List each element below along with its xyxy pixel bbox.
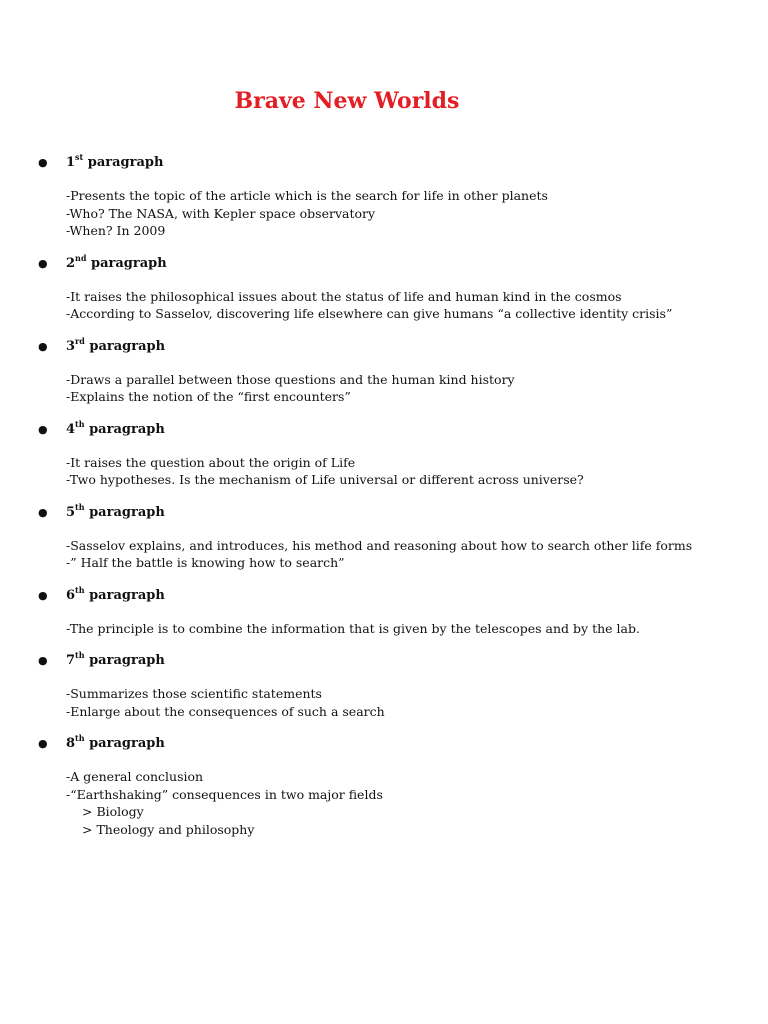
section-lines: [0, 620, 768, 638]
section-label: paragraph: [84, 504, 165, 520]
bullet-icon: ●: [38, 505, 48, 519]
bullet-icon: ●: [38, 588, 48, 602]
section-lines: [0, 187, 768, 240]
section-heading-row: [0, 585, 768, 607]
ordinal-suffix: th: [75, 418, 85, 429]
paragraph-section: [0, 502, 768, 572]
summary-line: -Two hypotheses. Is the mechanism of Life universal or different across universe?: [66, 472, 584, 487]
section-lines: [0, 371, 768, 406]
section-number: 5: [66, 504, 76, 520]
ordinal-suffix: nd: [75, 252, 87, 263]
section-heading: [66, 253, 167, 275]
bullet-icon: ●: [38, 737, 48, 750]
section-heading-row: [0, 152, 768, 174]
paragraph-section: [0, 419, 768, 489]
paragraph-summary-list: [0, 152, 768, 851]
section-heading: [66, 152, 163, 174]
section-label: paragraph: [84, 587, 165, 603]
summary-line: -Sasselov explains, and introduces, his method and reasoning about how to search other life forms: [66, 537, 693, 553]
section-number: 3: [66, 338, 76, 354]
section-label: paragraph: [84, 421, 165, 437]
section-number: 2: [66, 255, 76, 271]
section-lines: [0, 768, 768, 838]
summary-line: -Who? The NASA, with Kepler space observatory: [66, 205, 376, 221]
section-number: 6: [66, 587, 76, 603]
ordinal-suffix: th: [75, 584, 85, 595]
section-label: paragraph: [84, 338, 166, 354]
section-lines: [0, 454, 768, 489]
section-heading: [66, 336, 165, 358]
ordinal-suffix: th: [75, 650, 85, 660]
paragraph-section: [0, 733, 768, 838]
section-heading-row: [0, 336, 768, 358]
summary-line: -Draws a parallel between those questions and the human kind history: [66, 371, 515, 387]
summary-line: -Explains the notion of the “first encounters”: [66, 389, 351, 404]
ordinal-suffix: th: [75, 501, 85, 512]
summary-line: -It raises the question about the origin of Life: [66, 454, 356, 470]
section-heading-row: [0, 253, 768, 275]
section-number: 8: [66, 736, 76, 751]
ordinal-suffix: st: [75, 152, 84, 162]
paragraph-section: [0, 336, 768, 406]
section-lines: [0, 685, 768, 720]
section-number: 7: [66, 653, 76, 668]
summary-line: -According to Sasselov, discovering life elsewhere can give humans “a collective identity crisis”: [66, 306, 673, 321]
bullet-icon: ●: [38, 422, 48, 436]
bullet-icon: ●: [38, 654, 48, 667]
section-heading-row: [0, 502, 768, 524]
section-heading: [66, 733, 165, 755]
paragraph-section: [0, 585, 768, 638]
summary-line: -“Earthshaking” consequences in two major fields: [66, 786, 383, 802]
summary-line: -A general conclusion: [66, 769, 204, 784]
paragraph-section: [0, 650, 768, 720]
section-heading: [66, 502, 165, 524]
section-label: paragraph: [86, 255, 167, 271]
paragraph-section: [0, 253, 768, 323]
document-title: Brave New Worlds: [234, 88, 460, 114]
section-label: paragraph: [84, 653, 165, 668]
bullet-icon: ●: [38, 156, 48, 169]
section-heading: [66, 650, 165, 672]
bullet-icon: ●: [38, 256, 48, 270]
summary-line: -” Half the battle is knowing how to search”: [66, 555, 345, 570]
section-label: paragraph: [83, 155, 164, 170]
summary-subline: > Biology: [82, 804, 144, 819]
summary-line: -Presents the topic of the article which is the search for life in other planets: [66, 188, 548, 203]
section-heading-row: [0, 650, 768, 672]
bullet-icon: ●: [38, 339, 48, 353]
section-heading-row: [0, 733, 768, 755]
ordinal-suffix: th: [75, 733, 85, 743]
section-lines: [0, 537, 768, 572]
summary-line: -When? In 2009: [66, 223, 166, 238]
paragraph-section: [0, 152, 768, 240]
summary-subline: > Theology and philosophy: [82, 821, 255, 837]
ordinal-suffix: rd: [75, 335, 85, 346]
summary-line: -Enlarge about the consequences of such a search: [66, 703, 385, 719]
summary-line: -It raises the philosophical issues about the status of life and human kind in the cosmos: [66, 288, 622, 304]
section-heading: [66, 585, 165, 607]
section-heading: [66, 419, 165, 441]
section-heading-row: [0, 419, 768, 441]
section-label: paragraph: [84, 736, 165, 751]
section-number: 4: [66, 421, 76, 437]
section-lines: [0, 288, 768, 323]
section-number: 1: [66, 155, 76, 170]
summary-line: -Summarizes those scientific statements: [66, 686, 322, 701]
summary-line: -The principle is to combine the information that is given by the telescopes and by the lab.: [66, 620, 640, 636]
